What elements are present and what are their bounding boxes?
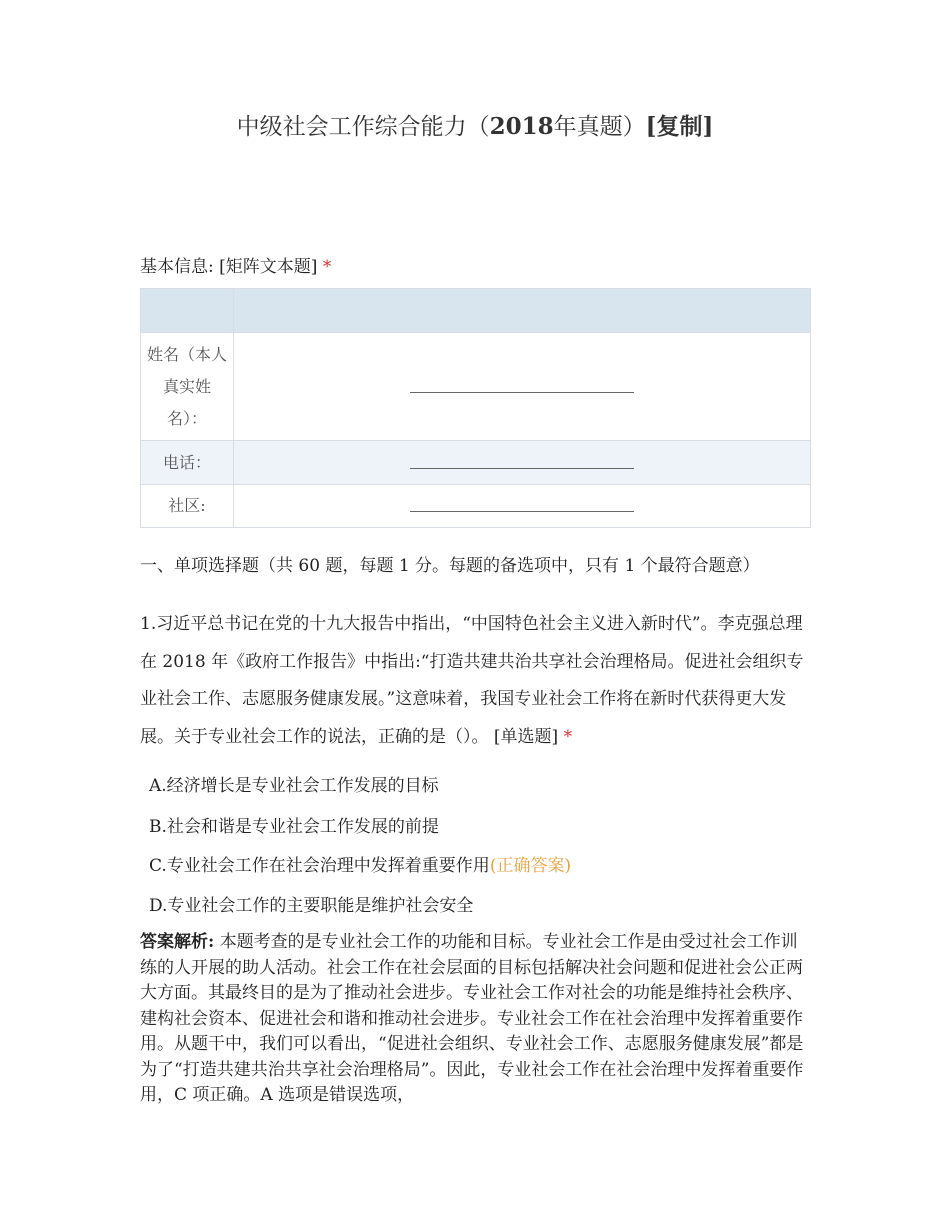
page-title [0, 108, 950, 141]
name-input-underline [410, 391, 634, 393]
matrix-row-name [141, 333, 811, 441]
phone-input-underline [410, 467, 634, 469]
question-type-tag: [矩阵文本题] [219, 257, 318, 277]
required-mark: * [322, 257, 332, 277]
community-input-underline [410, 510, 634, 512]
option-b[interactable] [149, 812, 439, 837]
basic-info-label: 基本信息: [140, 257, 214, 277]
question-type-tag: [单选题] [493, 726, 559, 747]
analysis-text: 本题考查的是专业社会工作的功能和目标。专业社会工作是由受过社会工作训练的人开展的助人活动。社会工作在社会层面的目标包括解决社会问题和促进社会公正两大方面。其最终目的是为了推动社会进步。专业社会工作对社会的功能是维持社会秩序、建构社会资本、促进社会和谐和推动社会进步。专业社会工作在社会治理中发挥着重要作用。从题干中，我们可以看出，“促进社会组织、专业社会工作、志愿服务健康发展”都是为了“打造共建共治共享社会治理格局”。因此，专业社会工作在社会治理中发挥着重要作用，C 项正确。A 选项是错误选项， [140, 932, 804, 1105]
option-b-text: B.社会和谐是专业社会工作发展的前提 [149, 817, 439, 837]
matrix-header-cell [141, 289, 234, 333]
analysis-label: 答案解析: [140, 932, 215, 952]
basic-info-title [140, 252, 331, 277]
copy-tag: [复制] [645, 113, 714, 140]
matrix-header-row [141, 289, 811, 333]
section-title: 一、单项选择题（共 60 题，每题 1 分。每题的备选项中，只有 1 个最符合题意） [140, 556, 760, 576]
matrix-row-community [141, 485, 811, 528]
answer-analysis [140, 930, 814, 1109]
phone-input[interactable] [234, 441, 811, 485]
option-a[interactable] [149, 771, 439, 796]
option-d[interactable] [149, 891, 473, 916]
community-input[interactable] [234, 485, 811, 528]
option-d-text: D.专业社会工作的主要职能是维护社会安全 [149, 896, 474, 916]
matrix-row-phone [141, 441, 811, 485]
name-input[interactable] [234, 333, 811, 441]
question-stem [140, 606, 812, 756]
title-year: 2018 [489, 113, 554, 140]
phone-label: 电话： [141, 441, 234, 485]
correct-answer-tag: (正确答案) [489, 856, 572, 876]
required-mark: * [563, 726, 573, 747]
name-label: 姓名（本人真实姓名）： [141, 333, 234, 441]
option-a-text: A.经济增长是专业社会工作发展的目标 [149, 776, 439, 796]
community-label: 社区: [141, 485, 234, 528]
question-stem-text: 1.习近平总书记在党的十九大报告中指出，“中国特色社会主义进入新时代”。李克强总理在 2018 年《政府工作报告》中指出:“打造共建共治共享社会治理格局。促进社会组织专业社会工作、志愿服务健康发展。”这意味着，我国专业社会工作将在新时代获得更大发展。关于专业社会工作的说法，正确的是（）。 [140, 614, 804, 747]
title-text: 中级社会工作综合能力（ [236, 114, 490, 140]
option-c-text: C.专业社会工作在社会治理中发挥着重要作用 [149, 856, 490, 876]
option-c[interactable] [149, 851, 571, 876]
matrix-header-cell [234, 289, 811, 333]
basic-info-matrix [140, 288, 811, 528]
title-text-suffix: 年真题） [553, 114, 646, 140]
